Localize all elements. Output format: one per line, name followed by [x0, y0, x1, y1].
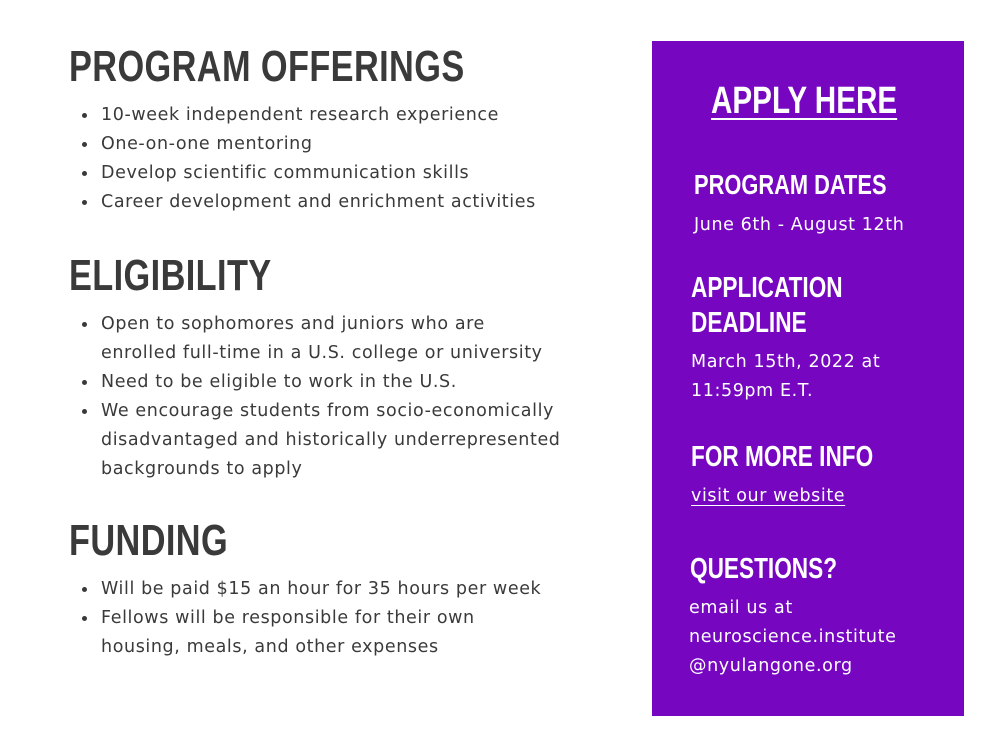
- list-item: [70, 368, 561, 397]
- list-item-line: Will be paid $15 an hour for 35 hours per week: [101, 579, 542, 599]
- program-dates-heading: PROGRAM DATES: [694, 169, 887, 200]
- list-item-line: Need to be eligible to work in the U.S.: [101, 372, 457, 392]
- program-dates-text: June 6th - August 12th: [694, 215, 905, 235]
- list-item: Develop scientific communication skills: [70, 159, 536, 188]
- application-deadline-text-line2: 11:59pm E.T.: [691, 381, 814, 401]
- eligibility-heading: ELIGIBILITY: [69, 251, 272, 300]
- list-item: [70, 604, 541, 662]
- list-item: Career development and enrichment activities: [70, 188, 536, 217]
- list-item-line: backgrounds to apply: [101, 459, 303, 479]
- more-info-heading: FOR MORE INFO: [691, 441, 874, 473]
- application-deadline-heading-line2: DEADLINE: [691, 307, 807, 339]
- list-item: One-on-one mentoring: [70, 130, 536, 159]
- questions-heading: QUESTIONS?: [690, 553, 838, 585]
- list-item-line: enrolled full-time in a U.S. college or university: [101, 343, 543, 363]
- questions-email-line1[interactable]: neuroscience.institute: [689, 627, 897, 647]
- list-item-line: Fellows will be responsible for their own: [101, 608, 475, 628]
- list-item-line: disadvantaged and historically underrepresented: [101, 430, 561, 450]
- list-item: [70, 575, 541, 604]
- list-item-line: We encourage students from socio-economically: [101, 401, 554, 421]
- visit-website-link[interactable]: visit our website: [691, 486, 846, 506]
- application-deadline-text-line1: March 15th, 2022 at: [691, 352, 881, 372]
- questions-text-line1: email us at: [689, 598, 793, 618]
- eligibility-list: [70, 310, 561, 484]
- questions-email-line2[interactable]: @nyulangone.org: [689, 656, 853, 676]
- info-panel: [652, 41, 964, 716]
- program-offerings-heading: PROGRAM OFFERINGS: [69, 42, 465, 91]
- funding-list: [70, 575, 541, 662]
- apply-here-link[interactable]: APPLY HERE: [711, 80, 898, 122]
- list-item-line: Open to sophomores and juniors who are: [101, 314, 485, 334]
- list-item: 10-week independent research experience: [70, 101, 536, 130]
- funding-heading: FUNDING: [69, 516, 229, 565]
- application-deadline-heading-line1: APPLICATION: [691, 272, 843, 304]
- list-item-line: housing, meals, and other expenses: [101, 637, 439, 657]
- program-offerings-list: [70, 101, 536, 217]
- list-item: [70, 310, 561, 368]
- list-item: [70, 397, 561, 484]
